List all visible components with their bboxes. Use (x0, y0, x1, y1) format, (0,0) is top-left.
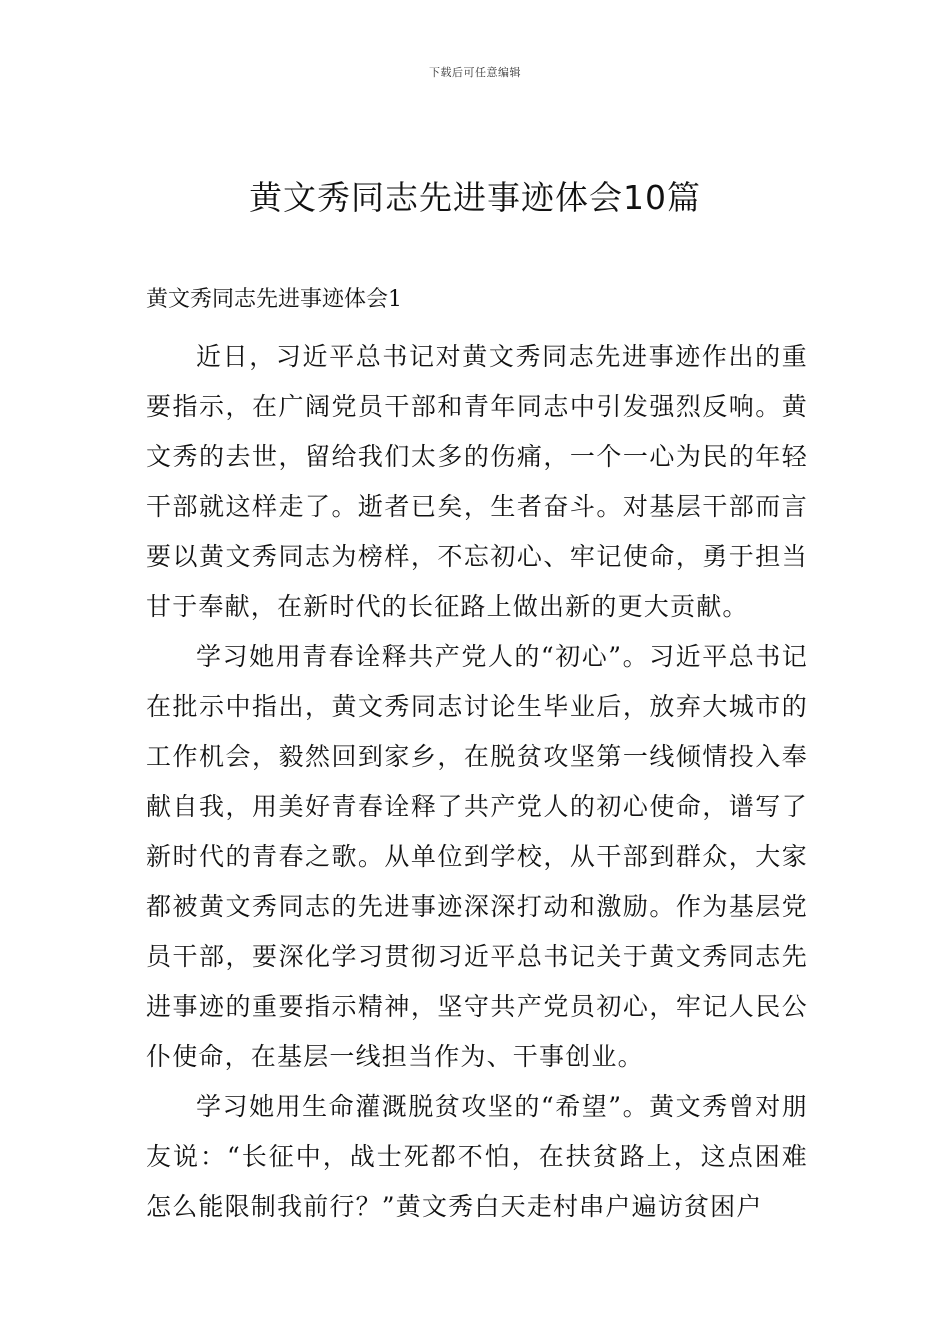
header-note: 下载后可任意编辑 (429, 66, 521, 79)
paragraph: 学习她用青春诠释共产党人的“初心”。习近平总书记在批示中指出，黄文秀同志讨论生毕业后，放弃大城市的工作机会，毅然回到家乡，在脱贫攻坚第一线倾情投入奉献自我，用美好青春诠释了共产党人的初心使命，谱写了新时代的青春之歌。从单位到学校，从干部到群众，大家都被黄文秀同志的先进事迹深深打动和激励。作为基层党员干部，要深化学习贯彻习近平总书记关于黄文秀同志先进事迹的重要指示精神，坚守共产党员初心，牢记人民公仆使命，在基层一线担当作为、干事创业。 (146, 642, 808, 1071)
paragraph: 学习她用生命灌溉脱贫攻坚的“希望”。黄文秀曾对朋友说：“长征中，战士死都不怕，在扶贫路上，这点困难怎么能限制我前行？”黄文秀白天走村串户遍访贫困户 (146, 1092, 808, 1221)
paragraph: 近日，习近平总书记对黄文秀同志先进事迹作出的重要指示，在广阔党员干部和青年同志中引发强烈反响。黄文秀的去世，留给我们太多的伤痛，一个一心为民的年轻干部就这样走了。逝者已矣，生者奋斗。对基层干部而言要以黄文秀同志为榜样，不忘初心、牢记使命，勇于担当甘于奉献，在新时代的长征路上做出新的更大贡献。 (146, 342, 808, 621)
document-body (146, 282, 808, 1232)
section-heading: 黄文秀同志先进事迹体会1 (146, 287, 402, 312)
document-title: 黄文秀同志先进事迹体会10篇 (249, 178, 701, 217)
